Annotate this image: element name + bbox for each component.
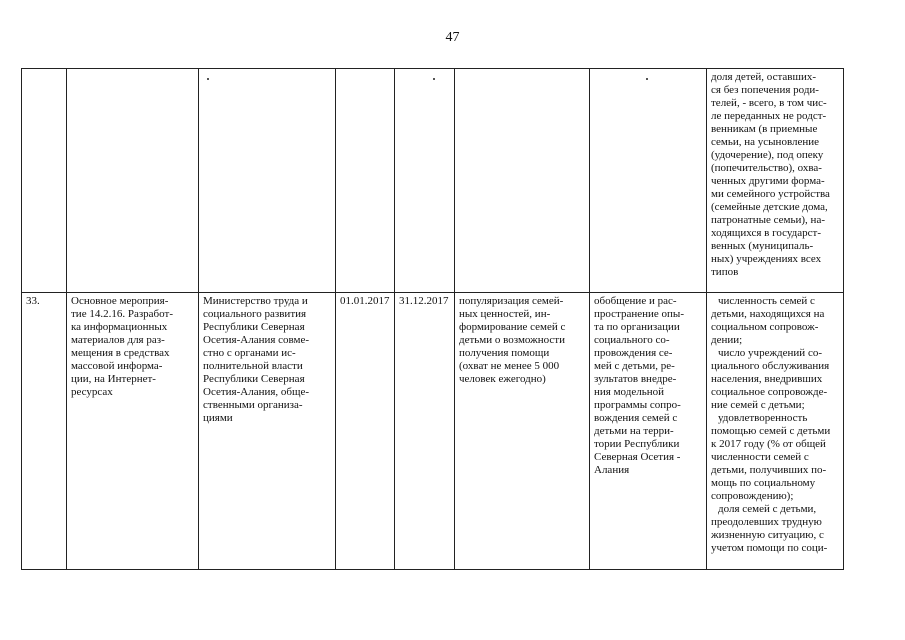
- indicator-line: типов: [711, 266, 739, 278]
- indicator-line: ние семей с детьми;: [711, 399, 805, 411]
- indicator-line: телей, - всего, в том чис-: [711, 97, 827, 109]
- indicator-line: социальном сопровож-: [711, 321, 819, 333]
- event-line: тие 14.2.16. Разработ-: [71, 308, 173, 320]
- page-number: 47: [445, 30, 460, 45]
- indicator-line: жизненную ситуацию, с: [711, 529, 824, 541]
- indicator-line: сопровождению);: [711, 490, 794, 502]
- scan-speck: [646, 78, 648, 80]
- event-line: Основное мероприя-: [71, 295, 169, 307]
- cell-indicators-continued: [707, 69, 844, 293]
- cell-number: [22, 69, 67, 293]
- cell-content: [590, 69, 707, 293]
- content-line: Алания: [594, 464, 630, 476]
- cell-executor: [199, 293, 336, 570]
- cell-event: [67, 69, 199, 293]
- cell-executor: [199, 69, 336, 293]
- scan-speck: [433, 78, 435, 80]
- indicator-line: ченных другими форма-: [711, 175, 825, 187]
- cell-result: [455, 69, 590, 293]
- indicator-line: численности семей с: [711, 451, 809, 463]
- indicator-line: (удочерение), под опеку: [711, 149, 824, 161]
- indicator-line: удовлетворенность: [718, 412, 808, 424]
- event-line: массовой информа-: [71, 360, 163, 372]
- cell-start-date: [336, 69, 395, 293]
- indicator-line: (семейные детские дома,: [711, 201, 828, 213]
- indicator-line: населения, внедривших: [711, 373, 823, 385]
- result-line: получения помощи: [459, 347, 550, 359]
- content-line: Северная Осетия -: [594, 451, 681, 463]
- event-line: мещения в средствах: [71, 347, 170, 359]
- executor-line: социального развития: [203, 308, 307, 320]
- table-row-33: [22, 293, 844, 570]
- indicator-line: ся без попечения роди-: [711, 84, 819, 96]
- result-line: человек ежегодно): [459, 373, 546, 385]
- content-line: пространение опы-: [594, 308, 684, 320]
- indicator-line: ми семейного устройства: [711, 188, 830, 200]
- executor-line: циями: [203, 412, 233, 424]
- program-table: [21, 68, 844, 570]
- event-line: ка информационных: [71, 321, 168, 333]
- cell-end-date: 31.12.2017: [395, 293, 455, 570]
- indicator-line: венных (муниципаль-: [711, 240, 814, 252]
- result-line: популяризация семей-: [459, 295, 564, 307]
- indicator-line: социальное сопровожде-: [711, 386, 828, 398]
- executor-line: Осетия-Алания, обще-: [203, 386, 310, 398]
- indicator-line: (попечительство), охва-: [711, 162, 822, 174]
- indicator-line: детьми, находящихся на: [711, 308, 825, 320]
- executor-line: ственными организа-: [203, 399, 303, 411]
- indicator-line: учетом помощи по соци-: [711, 542, 828, 554]
- cell-indicators: [707, 293, 844, 570]
- indicator-line: помощью семей с детьми: [711, 425, 831, 437]
- content-line: вождения семей с: [594, 412, 678, 424]
- table-row-continued: [22, 69, 844, 293]
- indicator-line: численность семей с: [718, 295, 815, 307]
- content-line: социального со-: [594, 334, 670, 346]
- indicator-line: дении;: [711, 334, 743, 346]
- executor-line: Осетия-Алания совме-: [203, 334, 310, 346]
- executor-line: стно с органами ис-: [203, 347, 296, 359]
- content-line: ния модельной: [594, 386, 664, 398]
- result-line: детьми о возможности: [459, 334, 565, 346]
- indicator-line: детьми, получивших по-: [711, 464, 827, 476]
- content-line: мей с детьми, ре-: [594, 360, 675, 372]
- cell-result: [455, 293, 590, 570]
- content-line: зультатов внедре-: [594, 373, 677, 385]
- indicator-line: венникам (в приемные: [711, 123, 818, 135]
- cell-content: [590, 293, 707, 570]
- cell-end-date: [395, 69, 455, 293]
- content-line: обобщение и рас-: [594, 295, 677, 307]
- event-line: материалов для раз-: [71, 334, 165, 346]
- content-line: тории Республики: [594, 438, 680, 450]
- indicator-line: доля детей, оставших-: [711, 71, 816, 83]
- cell-event: [67, 293, 199, 570]
- indicator-line: преодолевших трудную: [711, 516, 822, 528]
- content-line: провождения се-: [594, 347, 673, 359]
- executor-line: полнительной власти: [203, 360, 303, 372]
- event-line: ресурсах: [71, 386, 113, 398]
- indicator-line: число учреждений со-: [718, 347, 822, 359]
- executor-line: Республики Северная: [203, 373, 305, 385]
- content-line: детьми на терри-: [594, 425, 674, 437]
- event-line: ции, на Интернет-: [71, 373, 156, 385]
- executor-line: Министерство труда и: [203, 295, 308, 307]
- executor-line: Республики Северная: [203, 321, 305, 333]
- result-line: формирование семей с: [459, 321, 566, 333]
- scan-speck: [207, 78, 209, 80]
- cell-number: 33.: [22, 293, 67, 570]
- indicator-line: к 2017 году (% от общей: [711, 438, 826, 450]
- indicator-line: ходящихся в государст-: [711, 227, 821, 239]
- content-line: программы сопро-: [594, 399, 681, 411]
- cell-start-date: 01.01.2017: [336, 293, 395, 570]
- content-line: та по организации: [594, 321, 680, 333]
- indicator-line: мощь по социальному: [711, 477, 816, 489]
- result-line: ных ценностей, ин-: [459, 308, 551, 320]
- indicator-line: ле переданных не родст-: [711, 110, 827, 122]
- indicator-line: ных) учреждениях всех: [711, 253, 822, 265]
- indicator-text: [711, 71, 839, 279]
- result-line: (охват не менее 5 000: [459, 360, 560, 372]
- indicator-line: патронатные семьи), на-: [711, 214, 825, 226]
- indicator-line: доля семей с детьми,: [718, 503, 817, 515]
- indicator-line: циального обслуживания: [711, 360, 830, 372]
- indicator-line: семьи, на усыновление: [711, 136, 820, 148]
